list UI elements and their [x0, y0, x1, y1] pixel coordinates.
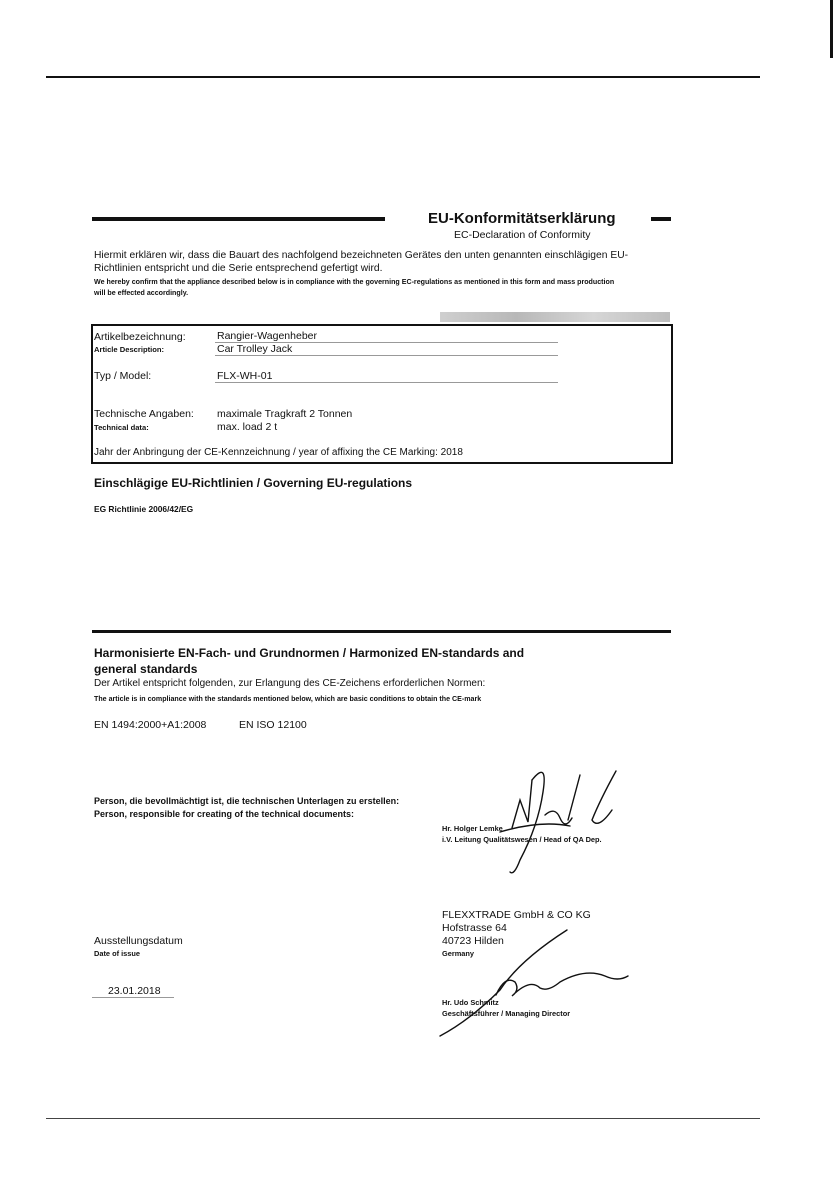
article-label-en: Article Description: [94, 345, 165, 354]
intro-de-line1: Hiermit erklären wir, dass die Bauart des nachfolgend bezeichneten Gerätes den unten genannten einschlägigen EU- [94, 250, 629, 261]
tech-value-en: max. load 2 t [217, 421, 278, 433]
article-label-de: Artikelbezeichnung: [94, 331, 186, 343]
standards-heading-line1: Harmonisierte EN-Fach- und Grundnormen / Harmonized EN-standards and [94, 646, 525, 660]
model-label: Typ / Model: [94, 370, 152, 382]
company-country: Germany [442, 949, 475, 958]
title-de: EU-Konformitätserklärung [428, 210, 616, 227]
standards-en-text: The article is in compliance with the standards mentioned below, which are basic conditions to obtain the CE-mark [94, 695, 482, 703]
issue-date: 23.01.2018 [108, 985, 161, 997]
standards-heading-line2: general standards [94, 662, 198, 676]
director-role: Geschäftsführer / Managing Director [442, 1009, 571, 1018]
standard-en-iso-12100: EN ISO 12100 [239, 719, 307, 731]
company-name: FLEXXTRADE GmbH & CO KG [442, 909, 591, 921]
issue-label-de: Ausstellungsdatum [94, 935, 183, 947]
responsible-de: Person, die bevollmächtigt ist, die technischen Unterlagen zu erstellen: [94, 796, 400, 806]
tech-label-en: Technical data: [94, 423, 149, 432]
regulations-directive: EG Richtlinie 2006/42/EG [94, 504, 194, 514]
intro-en-line1: We hereby confirm that the appliance described below is in compliance with the governing EC-regulations as mentioned in this form and mass production [94, 278, 615, 286]
article-value-de: Rangier-Wagenheber [217, 330, 318, 342]
responsible-en: Person, responsible for creating of the technical documents: [94, 809, 355, 819]
tech-value-de: maximale Tragkraft 2 Tonnen [217, 408, 353, 420]
standard-en-1494: EN 1494:2000+A1:2008 [94, 719, 207, 731]
tech-label-de: Technische Angaben: [94, 408, 194, 420]
article-value-en: Car Trolley Jack [217, 343, 293, 355]
issue-label-en: Date of issue [94, 949, 141, 958]
title-en: EC-Declaration of Conformity [454, 229, 591, 241]
responsible-role: i.V. Leitung Qualitätswesen / Head of QA Dep. [442, 835, 602, 844]
standards-de-text: Der Artikel entspricht folgenden, zur Erlangung des CE-Zeichens erforderlichen Normen: [94, 678, 486, 689]
model-value: FLX-WH-01 [217, 370, 273, 382]
responsible-name: Hr. Holger Lemke [442, 824, 503, 833]
ce-marking-year: Jahr der Anbringung der CE-Kennzeichnung / year of affixing the CE Marking: 2018 [94, 447, 463, 458]
intro-de-line2: Richtlinien entspricht und die Serie entsprechend gefertigt wird. [94, 263, 383, 274]
company-city: 40723 Hilden [442, 935, 504, 947]
company-street: Hofstrasse 64 [442, 922, 507, 934]
director-name: Hr. Udo Schmitz [442, 998, 499, 1007]
intro-en-line2: will be effected accordingly. [94, 289, 189, 297]
regulations-heading: Einschlägige EU-Richtlinien / Governing EU-regulations [94, 476, 413, 490]
